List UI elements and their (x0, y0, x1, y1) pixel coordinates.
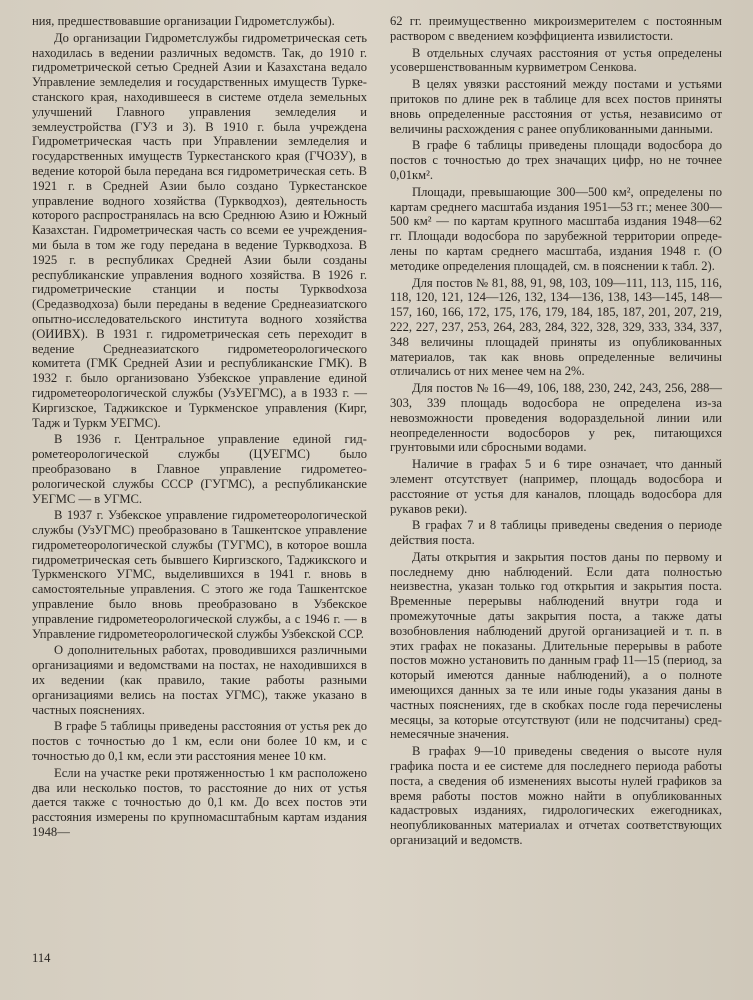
right-column (390, 14, 722, 850)
paragraph: Наличие в графах 5 и 6 тире означает, что данный элемент отсутствует (например, площадь водосбора и расстояние от устья для каналов, площадь водосбора для рукавов реки). (390, 457, 722, 516)
paragraph: О дополнительных работах, проводившихся различными организациями и ведомствами на постах, не находившихся в их ведении (как правило, такие работы разными организациями велись на постах УГМС), также указано в частных пояснениях. (32, 643, 367, 717)
page-number: 114 (32, 951, 51, 965)
paragraph: В графе 5 таблицы приведены расстояния от устья рек до постов с точностью до 1 км, если они более 10 км, и с точностью до 0,1 км, если эти расстояния менее 10 км. (32, 719, 367, 764)
paragraph: Площади, превышающие 300—500 км², определены по картам среднего масштаба издания 1951—53 гг.; менее 300—500 км² — по картам крупного масштаба издания 1948—62 гг. Площади водосбора по зарубежной территории определены по картам среднего масштаба, издания 1948 г. (О методике определения площадей, см. в пояснении к табл. 2). (390, 184, 722, 273)
paragraph: В целях увязки расстояний между постами и устьями притоков по длине рек в таблице для всех постов приняты вновь определенные расстояния от устья, независимо от величины расхождения с ранее опубликованными данными. (390, 77, 722, 136)
paragraph: Для постов № 16—49, 106, 188, 230, 242, 243, 256, 288—303, 339 площадь водосбора не определена из-за невозможности проведения водораздельной линии или неопределенности водосборов у рек, питающихся грунтовыми или сбросными водами. (390, 381, 722, 455)
paragraph: В отдельных случаях расстояния от устья определены усовершенствованным курвиметром Сенкова. (390, 45, 722, 75)
paragraph: В графе 6 таблицы приведены площади водосбора до постов с точностью до трех значащих цифр, но не точнее 0,01км². (390, 138, 722, 182)
paragraph: Для постов № 81, 88, 91, 98, 103, 109—111, 113, 115, 116, 118, 120, 121, 124—126, 132, 134—136, 138, 143—145, 148—157, 160, 166, 172, 175, 176, 179, 184, 185, 187, 201, 207, 219, 222, 227, 237, 253, 264, 283, 284, 322, 328, 329, 333, 334, 337, 348 величины площадей приняты из опубликованных материалов, так как вновь определенные величины отличались от них менее чем на 2%. (390, 275, 722, 379)
paragraph: В 1936 г. Центральное управление единой гидрометеорологической службы (ЦУЕГМС) было преобразовано в Главное управление гидрометеорологической службы СССР (ГУГМС), а республиканские УЕГМС — в УГМС. (32, 432, 367, 506)
paragraph: 62 гг. преимущественно микроизмерителем с постоянным раствором с введением коэффициента извилистости. (390, 14, 722, 43)
paragraph: ния, предшествовавшие организации Гидрометслужбы). (32, 14, 335, 28)
paragraph: Если на участке реки протяженностью 1 км расположено два или несколько постов, то расстояние до них от устья дается также с точностью до 0,1 км. До всех постов эти расстояния измерены по крупномасштабным картам издания 1948— (32, 765, 367, 840)
paragraph: До организации Гидрометслужбы гидрометрическая сеть находилась в ведении различных ведомств. Так, до 1910 г. гидрометрической сетью Средней Азии и Казахстана ведало Управление земледелия и государственных имуществ Туркестанского края, находившееся в системе отдела земельных улучшений Главного управления земледелия и землеустройства (ГУЗ и З). В 1910 г. была учреждена Гидрометрическая часть при Управлении земледелия и государственных имуществ Туркестанского края (ГЧОЗУ), в ведение которой была передана вся гидрометрическая сеть. В 1921 г. в Средней Азии было создано Туркестанское управление водного хозяйства (Туркводхоз), деятельность которого распространялась на всю Среднюю Азию и Южный Казахстан. Гидрометрическая часть со всеми ее учреждениями была в том же году передана в ведение Туркводхоза. В 1925 г. в республиках Средней Азии были созданы республиканские управления водного хозяйства. В 1926 г. гидрометрические станции и посты Турквodхоза (Средазводхоза) были переданы в ведение Среднеазиатского опытно-исследовательского института водного хозяйства (ОИИВХ). В 1931 г. гидрометрическая сеть переходит в ведение Среднеазиатского гидрометеорологического комитета (ГМК Средней Азии и республиканские ГМК). В 1932 г. было организовано Узбекское управление единой гидрометеорологической службы (УзУЕГМС), а в 1933 г. — Киргизское, Таджикское и Туркменское управления (Кирг, Тадж и Туркм УЕГМС). (32, 30, 367, 430)
left-column (32, 14, 367, 842)
paragraph: В 1937 г. Узбекское управление гидрометеорологической службы (УзУГМС) преобразовано в Ташкентское управление гидрометеорологической службы (ТУГМС), в которое вошла гидрометрическая сеть бывшего Киргизского, Таджикского и Туркменского УГМС, выделившихся в 1941 г. вновь в самостоятельные управления. С этого же года Ташкентское управление было вновь преобразовано в Узбекское управление гидрометеорологической службы, а с 1946 г. — в Управление гидрометеорологической службы Узбекской ССР. (32, 508, 367, 641)
paragraph: В графах 7 и 8 таблицы приведены сведения о периоде действия поста. (390, 518, 722, 548)
paragraph: Даты открытия и закрытия постов даны по первому и последнему дню наблюдений. Если дата полностью неизвестна, указан только год открытия и закрытия поста. Временные перерывы наблюдений внутри года и промежуточные даты закрытия поста, а также даты возобновления наблюдений другой организацией и т. п. в этих графах не показаны. Длительные перерывы в работе постов можно установить по данным граф 11—15 (период, за который имеются данные наблюдений), а о полноте имеющихся данных за те или иные годы указания даны в частных пояснениях, где в скобках после года перечислены месяцы, за которые отсутствуют (или не подсчитаны) среднемесячные значения. (390, 549, 722, 742)
paragraph: В графах 9—10 приведены сведения о высоте нуля графика поста и ее системе для последнего периода работы поста, а сведения об изменениях высоты нулей графиков за время работы постов можно найти в опубликованных кадастровых изданиях, гидрологических ежегодниках, неопубликованных материалах и отчетах соответствующих организаций и ведомств. (390, 744, 722, 848)
